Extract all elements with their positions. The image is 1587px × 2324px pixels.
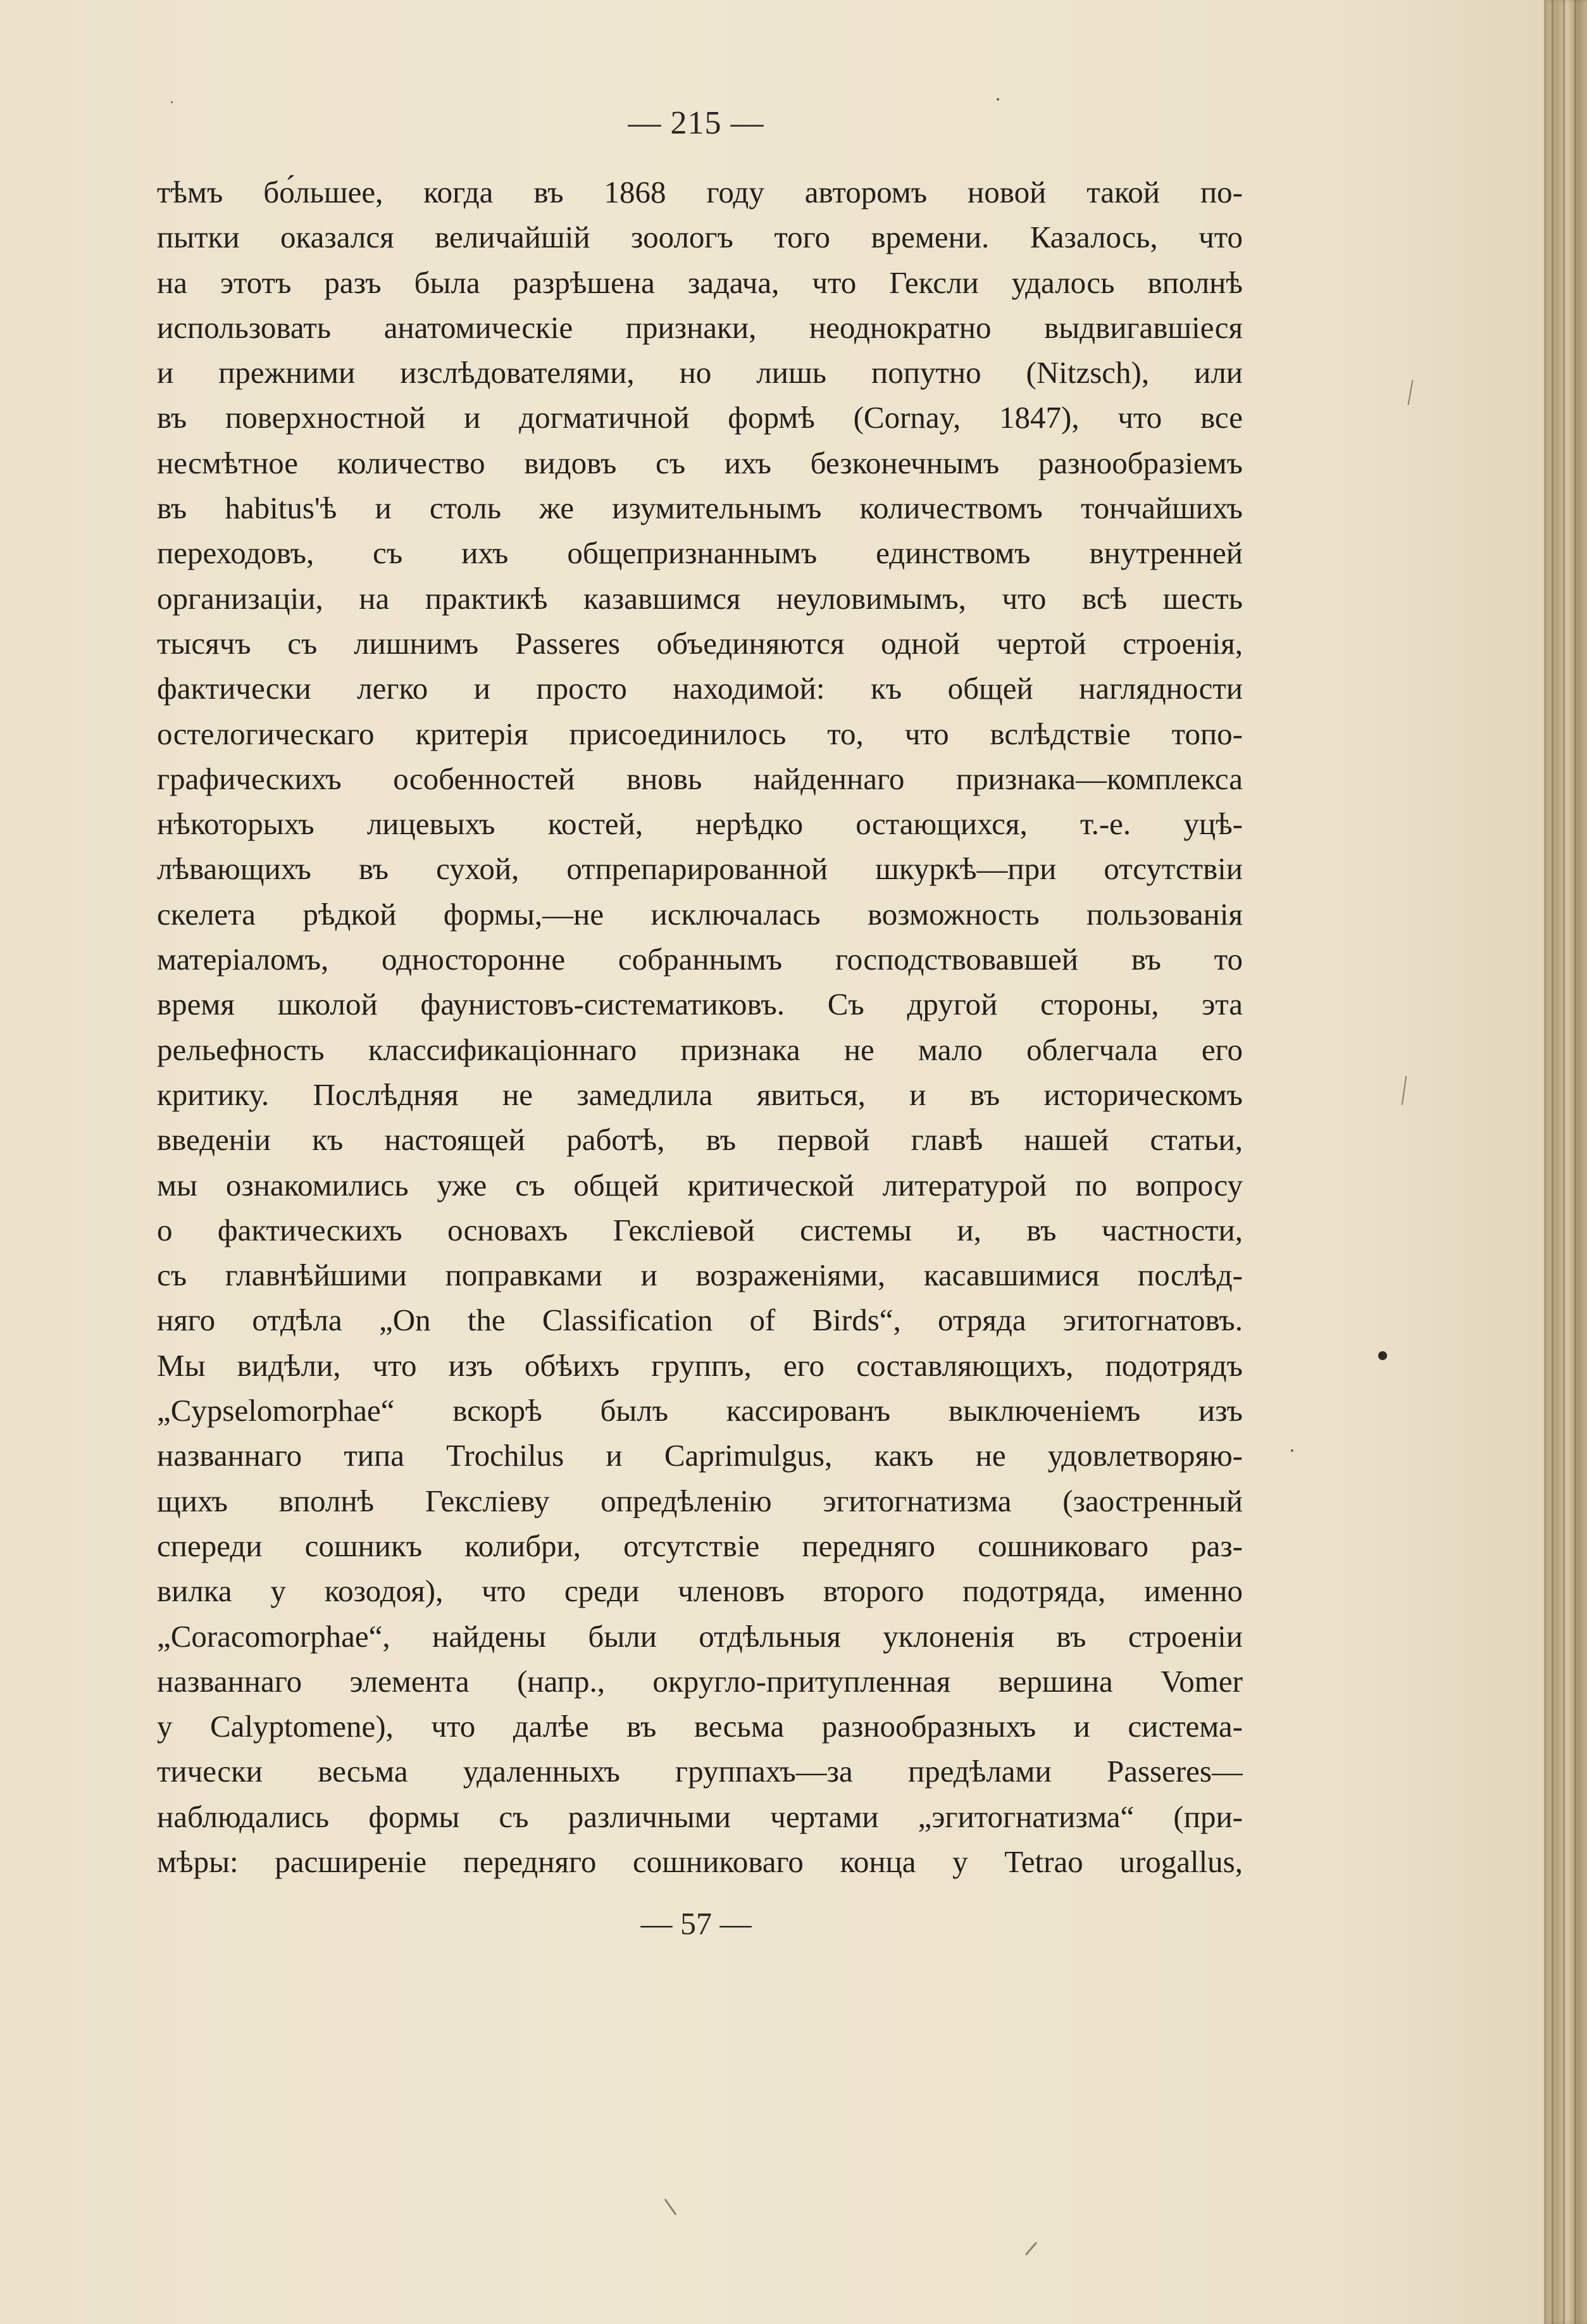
paper-scratch: [1402, 1076, 1407, 1105]
page-edge-line: [1552, 0, 1553, 2324]
text-line: скелета рѣдкой формы,—не исключалась возможность пользованія: [157, 896, 1243, 932]
text-line: мѣры: расширеніе передняго сошниковаго конца у Tetrao urogallus,: [157, 1844, 1243, 1879]
paper-speck: [171, 101, 173, 103]
paper-speck: [1291, 1449, 1293, 1452]
text-line: тѣмъ бо́льшее, когда въ 1868 году авторомъ новой такой по-: [157, 175, 1243, 209]
text-line: на этотъ разъ была разрѣшена задача, что Гексли удалось вполнѣ: [157, 265, 1243, 300]
page-edge-line: [1563, 0, 1565, 2324]
text-line: фактически легко и просто находимой: къ общей наглядности: [157, 671, 1243, 706]
text-line: наблюдались формы съ различными чертами „эгитогнатизма“ (при-: [157, 1799, 1243, 1834]
text-line: нѣкоторыхъ лицевыхъ костей, нерѣдко остающихся, т.-е. уцѣ-: [157, 806, 1243, 842]
text-line: несмѣтное количество видовъ съ ихъ безконечнымъ разнообразіемъ: [157, 445, 1243, 480]
text-line: въ habitus'ѣ и столь же изумительнымъ количествомъ тончайшихъ: [157, 490, 1243, 526]
signature-mark-footer: — 57 —: [640, 1906, 752, 1941]
text-line: организаціи, на практикѣ казавшимся неуловимымъ, что всѣ шесть: [157, 580, 1243, 616]
text-line: лѣвающихъ въ сухой, отпрепарированной шкуркѣ—при отсутствіи: [157, 851, 1243, 887]
text-line: время школой фаунистовъ-систематиковъ. Съ другой стороны, эта: [157, 987, 1243, 1022]
paper-scratch: [1025, 2242, 1037, 2256]
text-line: „Coracomorphae“, найдены были отдѣльныя уклоненія въ строеніи: [157, 1618, 1243, 1654]
text-line: критику. Послѣдняя не замедлила явиться, и въ историческомъ: [157, 1077, 1243, 1112]
page-number-header: — 215 —: [628, 105, 764, 141]
text-line: спереди сошникъ колибри, отсутствіе передняго сошниковаго раз-: [157, 1528, 1243, 1563]
text-line: графическихъ особенностей вновь найденнаго признака—комплекса: [157, 761, 1243, 796]
page-edge-line: [1574, 0, 1576, 2324]
text-line: и прежними изслѣдователями, но лишь попутно (Nitzsch), или: [157, 355, 1243, 390]
text-line: названнаго типа Trochilus и Caprimulgus, какъ не удовлетворяю-: [157, 1438, 1243, 1473]
text-line: няго отдѣла „On the Classification of Birds“, отряда эгитогнатовъ.: [157, 1303, 1243, 1338]
text-line: мы ознакомились уже съ общей критической литературой по вопросу: [157, 1167, 1243, 1203]
text-line: тически весьма удаленныхъ группахъ—за предѣлами Passeres—: [157, 1754, 1243, 1789]
text-line: остелогическаго критерія присоединилось то, что вслѣдствіе топо-: [157, 716, 1243, 751]
text-line: использовать анатомическіе признаки, неоднократно выдвигавшіеся: [157, 309, 1243, 345]
text-line: „Cypselomorphae“ вскорѣ былъ кассированъ выключеніемъ изъ: [157, 1393, 1243, 1428]
text-line: въ поверхностной и догматичной формѣ (Cornay, 1847), что все: [157, 400, 1243, 435]
text-line: матеріаломъ, односторонне собраннымъ господствовавшей въ то: [157, 942, 1243, 977]
text-line: съ главнѣйшими поправками и возраженіями, касавшимися послѣд-: [157, 1258, 1243, 1293]
ink-dot: [1378, 1351, 1387, 1360]
paper-scratch: [664, 2199, 677, 2215]
text-line: Мы видѣли, что изъ обѣихъ группъ, его составляющихъ, подотрядъ: [157, 1347, 1243, 1383]
text-line: введеніи къ настоящей работѣ, въ первой главѣ нашей статьи,: [157, 1122, 1243, 1158]
paper-scratch: [1408, 380, 1414, 405]
text-line: названнаго элемента (напр., округло-притупленная вершина Vomer: [157, 1663, 1243, 1699]
text-line: пытки оказался величайшій зоологъ того времени. Казалось, что: [157, 220, 1243, 255]
text-line: тысячъ съ лишнимъ Passeres объединяются одной чертой строенія,: [157, 625, 1243, 661]
text-line: переходовъ, съ ихъ общепризнаннымъ единствомъ внутренней: [157, 535, 1243, 571]
text-line: вилка у козодоя), что среди членовъ второго подотряда, именно: [157, 1573, 1243, 1609]
book-page-edge: [1544, 0, 1587, 2324]
body-text: [157, 170, 1243, 1884]
text-line: рельефность классификаціоннаго признака не мало облегчала его: [157, 1032, 1243, 1067]
text-line: у Calyptomene), что далѣе въ весьма разнообразныхъ и система-: [157, 1709, 1243, 1744]
text-line: щихъ вполнѣ Гексліеву опредѣленію эгитогнатизма (заостренный: [157, 1483, 1243, 1518]
paper-speck: [997, 98, 999, 101]
text-line: о фактическихъ основахъ Гексліевой системы и, въ частности,: [157, 1212, 1243, 1247]
